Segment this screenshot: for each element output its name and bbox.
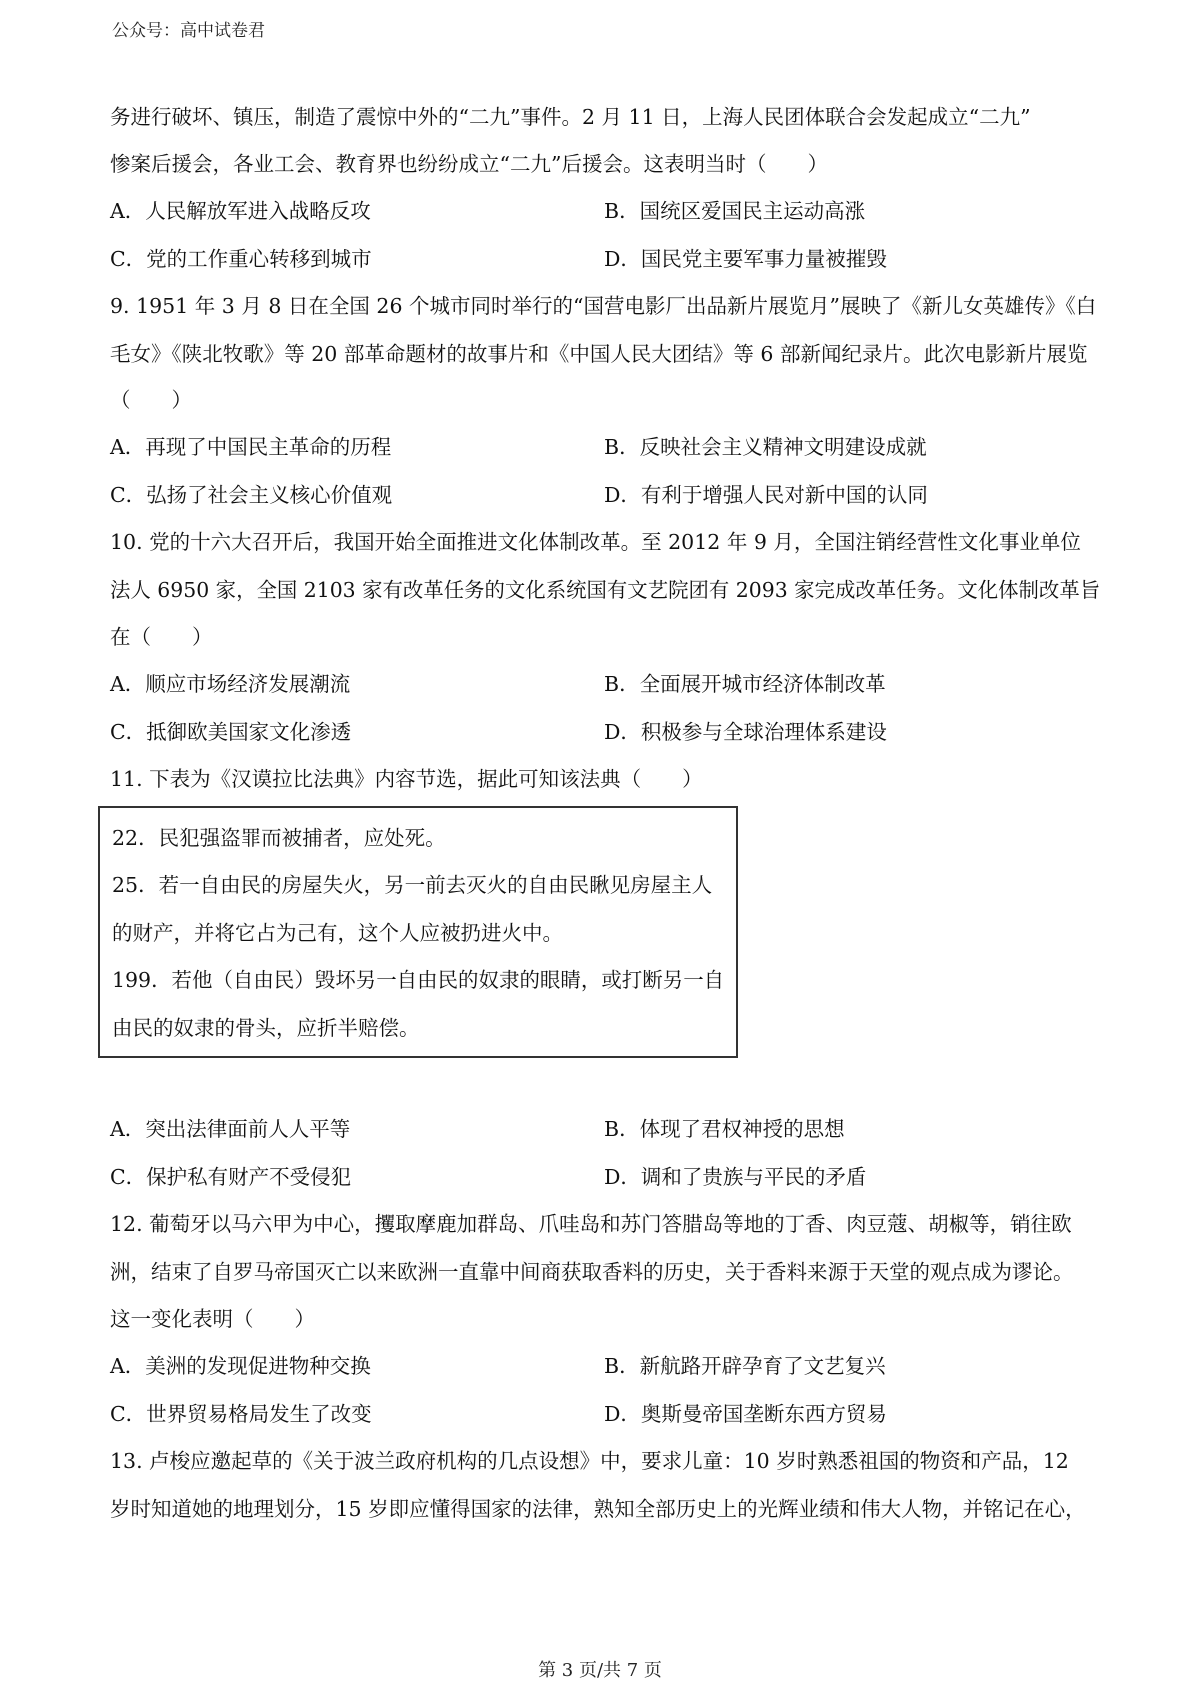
q9-option-c[interactable]: C．弘扬了社会主义核心价值观 xyxy=(110,483,393,507)
q8-option-d[interactable]: D．国民党主要军事力量被摧毁 xyxy=(604,247,887,271)
q9-stem-line-2: 毛女》《陕北牧歌》等 20 部革命题材的故事片和《中国人民大团结》等 6 部新闻纪录片。此次电影新片展览 xyxy=(110,342,1088,366)
q11-stem-line-1: 11. 下表为《汉谟拉比法典》内容节选，据此可知该法典（ ） xyxy=(110,767,703,791)
q13-stem-line-2: 岁时知道她的地理划分，15 岁即应懂得国家的法律，熟知全部历史上的光辉业绩和伟大人物，并铭记在心， xyxy=(110,1497,1086,1521)
q8-option-c[interactable]: C．党的工作重心转移到城市 xyxy=(110,247,372,271)
q8-option-b[interactable]: B．国统区爱国民主运动高涨 xyxy=(604,199,866,223)
q11-quote-line-5: 由民的奴隶的骨头，应折半赔偿。 xyxy=(112,1016,420,1040)
q9-option-d[interactable]: D．有利于增强人民对新中国的认同 xyxy=(604,483,928,507)
page-footer: 第 3 页/共 7 页 xyxy=(538,1660,662,1681)
q10-option-b[interactable]: B．全面展开城市经济体制改革 xyxy=(604,672,886,696)
q13-stem-line-1: 13. 卢梭应邀起草的《关于波兰政府机构的几点设想》中，要求儿童：10 岁时熟悉祖国的物资和产品，12 xyxy=(110,1449,1069,1473)
q10-stem-line-3: 在（ ） xyxy=(110,625,213,649)
q11-option-d[interactable]: D．调和了贵族与平民的矛盾 xyxy=(604,1165,867,1189)
q11-option-a[interactable]: A．突出法律面前人人平等 xyxy=(110,1117,351,1141)
q10-option-a[interactable]: A．顺应市场经济发展潮流 xyxy=(110,672,351,696)
q9-option-b[interactable]: B．反映社会主义精神文明建设成就 xyxy=(604,435,927,459)
q11-option-c[interactable]: C．保护私有财产不受侵犯 xyxy=(110,1165,352,1189)
q8-stem-line-2: 惨案后援会，各业工会、教育界也纷纷成立“二九”后援会。这表明当时（ ） xyxy=(110,152,828,176)
q9-option-a[interactable]: A．再现了中国民主革命的历程 xyxy=(110,435,392,459)
q9-stem-line-1: 9. 1951 年 3 月 8 日在全国 26 个城市同时举行的“国营电影厂出品新片展览月”展映了《新儿女英雄传》《白 xyxy=(110,294,1097,318)
q8-stem-line-1: 务进行破坏、镇压，制造了震惊中外的“二九”事件。2 月 11 日，上海人民团体联合会发起成立“二九” xyxy=(110,105,1031,129)
q8-option-a[interactable]: A．人民解放军进入战略反攻 xyxy=(110,199,371,223)
q12-option-a[interactable]: A．美洲的发现促进物种交换 xyxy=(110,1354,371,1378)
q10-option-c[interactable]: C．抵御欧美国家文化渗透 xyxy=(110,720,352,744)
q11-option-b[interactable]: B．体现了君权神授的思想 xyxy=(604,1117,845,1141)
q10-option-d[interactable]: D．积极参与全球治理体系建设 xyxy=(604,720,887,744)
q10-stem-line-2: 法人 6950 家，全国 2103 家有改革任务的文化系统国有文艺院团有 2093 家完成改革任务。文化体制改革旨 xyxy=(110,578,1101,602)
q12-stem-line-3: 这一变化表明（ ） xyxy=(110,1307,315,1331)
q11-quote-line-2: 25．若一自由民的房屋失火，另一前去灭火的自由民瞅见房屋主人 xyxy=(112,873,713,897)
q12-option-d[interactable]: D．奥斯曼帝国垄断东西方贸易 xyxy=(604,1402,887,1426)
q12-stem-line-2: 洲，结束了自罗马帝国灭亡以来欧洲一直靠中间商获取香料的历史，关于香料来源于天堂的观点成为谬论。 xyxy=(110,1260,1074,1284)
q10-stem-line-1: 10. 党的十六大召开后，我国开始全面推进文化体制改革。至 2012 年 9 月，全国注销经营性文化事业单位 xyxy=(110,530,1081,554)
q12-option-b[interactable]: B．新航路开辟孕育了文艺复兴 xyxy=(604,1354,886,1378)
q11-quote-table xyxy=(98,806,738,1058)
page-header: 公众号：高中试卷君 xyxy=(112,21,265,41)
q9-stem-line-3: （ ） xyxy=(110,388,192,412)
q11-quote-line-3: 的财产，并将它占为己有，这个人应被扔进火中。 xyxy=(112,921,563,945)
q12-stem-line-1: 12. 葡萄牙以马六甲为中心，攫取摩鹿加群岛、爪哇岛和苏门答腊岛等地的丁香、肉豆蔻、胡椒等，销往欧 xyxy=(110,1212,1072,1236)
q11-quote-line-4: 199．若他（自由民）毁坏另一自由民的奴隶的眼睛，或打断另一自 xyxy=(112,968,725,992)
q12-option-c[interactable]: C．世界贸易格局发生了改变 xyxy=(110,1402,372,1426)
q11-quote-line-1: 22．民犯强盗罪而被捕者，应处死。 xyxy=(112,826,446,850)
